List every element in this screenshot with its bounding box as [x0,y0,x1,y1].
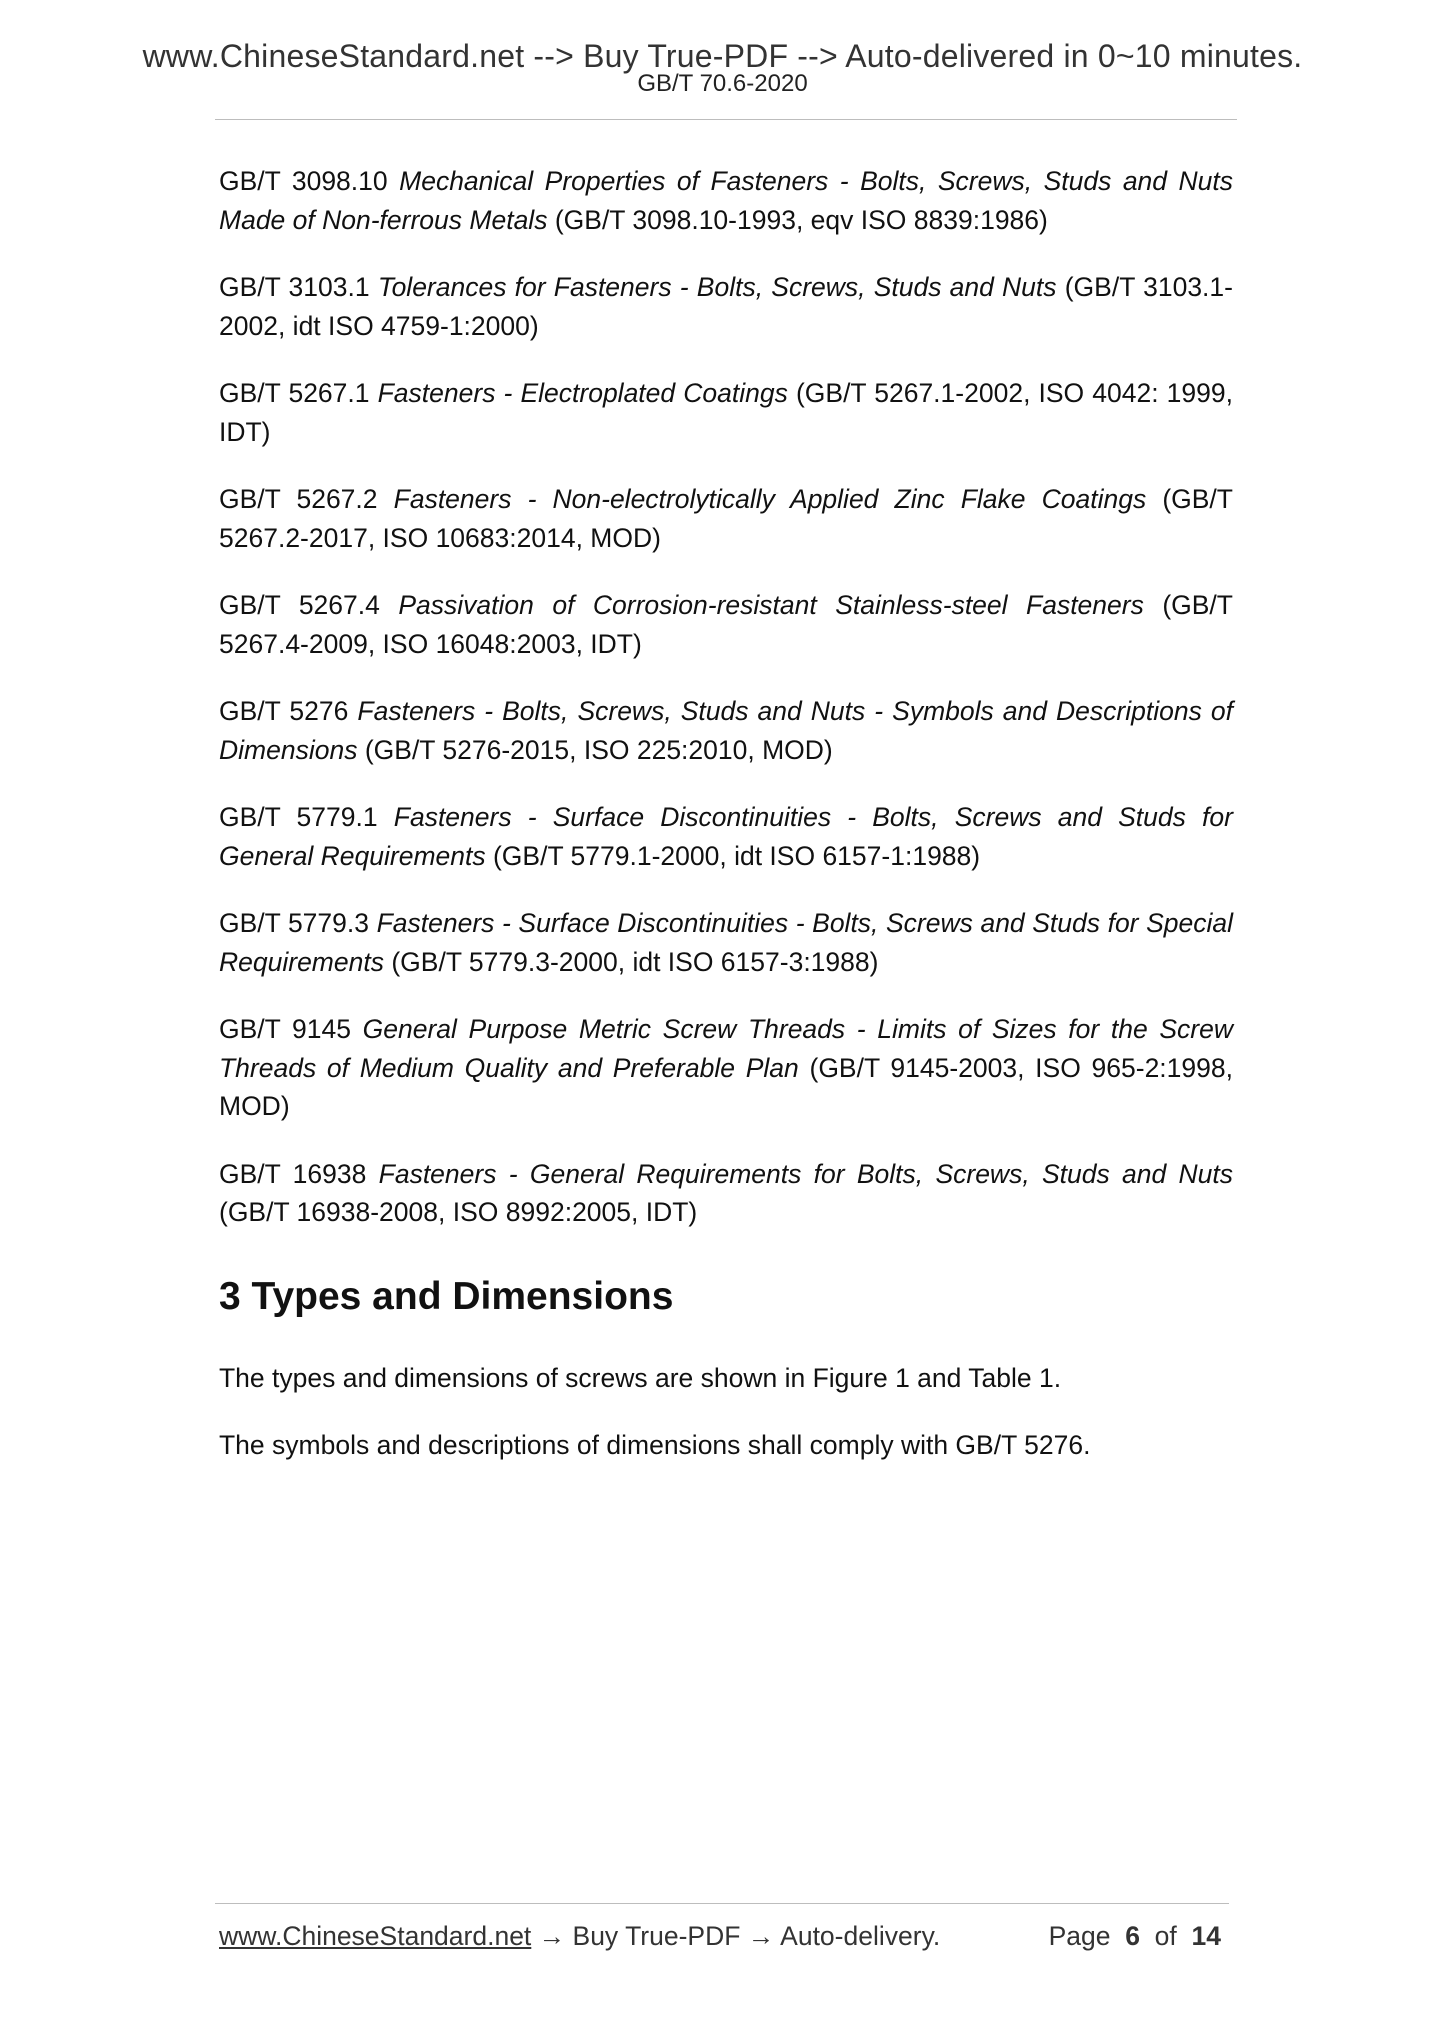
footer-site-link[interactable]: www.ChineseStandard.net [219,1921,532,1951]
reference-title: General Purpose Metric Screw Threads - Limits of Sizes for the Screw Threads of Medium Quality and Preferable Plan [219,1014,1233,1083]
page-current: 6 [1125,1921,1140,1951]
reference-title: Tolerances for Fasteners - Bolts, Screws, Studs and Nuts [377,272,1057,302]
of-word: of [1154,1921,1177,1951]
document-body [219,162,1233,1494]
reference-code: GB/T 3103.1 [219,272,370,302]
page-indicator [1049,1921,1221,1952]
reference-title: Passivation of Corrosion-resistant Stainless-steel Fasteners [398,590,1144,620]
reference-title: Mechanical Properties of Fasteners - Bolts, Screws, Studs and Nuts Made of Non-ferrous Metals [219,166,1233,235]
reference-code: GB/T 16938 [219,1158,367,1189]
references-list [219,162,1233,1232]
reference-suffix: (GB/T 5276-2015, ISO 225:2010, MOD) [364,734,833,765]
reference-suffix: (GB/T 5267.1-2002, ISO 4042: 1999, IDT) [219,378,1233,447]
reference-suffix: (GB/T 16938-2008, ISO 8992:2005, IDT) [219,1197,698,1227]
reference-item [219,692,1233,769]
reference-title: Fasteners - Surface Discontinuities - Bolts, Screws and Studs for Special Requirements [219,908,1234,977]
reference-title: Fasteners - Bolts, Screws, Studs and Nuts - Symbols and Descriptions of Dimensions [219,696,1233,765]
page-footer [219,1921,1231,1952]
top-banner: www.ChineseStandard.net --> Buy True-PDF --> Auto-delivered in 0~10 minutes. [142,38,1303,74]
reference-item [219,586,1233,663]
reference-code: GB/T 5779.3 [219,908,369,938]
reference-title: Fasteners - Non-electrolytically Applied Zinc Flake Coatings [393,484,1147,514]
reference-item [219,480,1233,557]
reference-code: GB/T 5779.1 [219,802,378,832]
reference-code: GB/T 9145 [219,1014,351,1044]
reference-code: GB/T 5276 [219,696,349,726]
reference-item [219,904,1233,981]
footer-divider [215,1903,1229,1904]
reference-code: GB/T 5267.1 [219,378,370,408]
reference-title: Fasteners - Surface Discontinuities - Bolts, Screws and Studs for General Requirements [219,802,1233,871]
reference-title: Fasteners - Electroplated Coatings [377,378,788,408]
reference-code: GB/T 3098.10 [219,166,388,196]
reference-item [219,268,1233,345]
reference-item [219,1010,1233,1126]
standard-code: GB/T 70.6-2020 [637,70,808,97]
section-heading: 3 Types and Dimensions [219,1274,674,1318]
reference-suffix: (GB/T 5779.3-2000, idt ISO 6157-3:1988) [391,946,879,977]
reference-suffix: (GB/T 9145-2003, ISO 965-2:1998, MOD) [219,1052,1233,1121]
section-paragraph: The types and dimensions of screws are shown in Figure 1 and Table 1. [219,1362,1062,1393]
reference-item [219,798,1233,875]
reference-code: GB/T 5267.2 [219,484,378,514]
reference-title: Fasteners - General Requirements for Bolts, Screws, Studs and Nuts [378,1158,1233,1189]
reference-suffix: (GB/T 5267.4-2009, ISO 16048:2003, IDT) [219,590,1233,659]
page-word: Page [1048,1921,1111,1951]
reference-item [219,162,1233,239]
reference-item [219,374,1233,451]
reference-suffix: (GB/T 5779.1-2000, idt ISO 6157-1:1988) [492,840,981,871]
page-total: 14 [1191,1921,1221,1951]
footer-tagline: → Buy True-PDF → Auto-delivery. [531,1921,941,1951]
reference-suffix: (GB/T 3103.1-2002, idt ISO 4759-1:2000) [219,272,1233,341]
reference-item [219,1155,1233,1232]
header-divider [215,119,1237,120]
reference-suffix: (GB/T 5267.2-2017, ISO 10683:2014, MOD) [219,484,1233,553]
section-paragraph: The symbols and descriptions of dimensions shall comply with GB/T 5276. [219,1430,1091,1460]
reference-suffix: (GB/T 3098.10-1993, eqv ISO 8839:1986) [554,204,1048,235]
reference-code: GB/T 5267.4 [219,590,380,620]
